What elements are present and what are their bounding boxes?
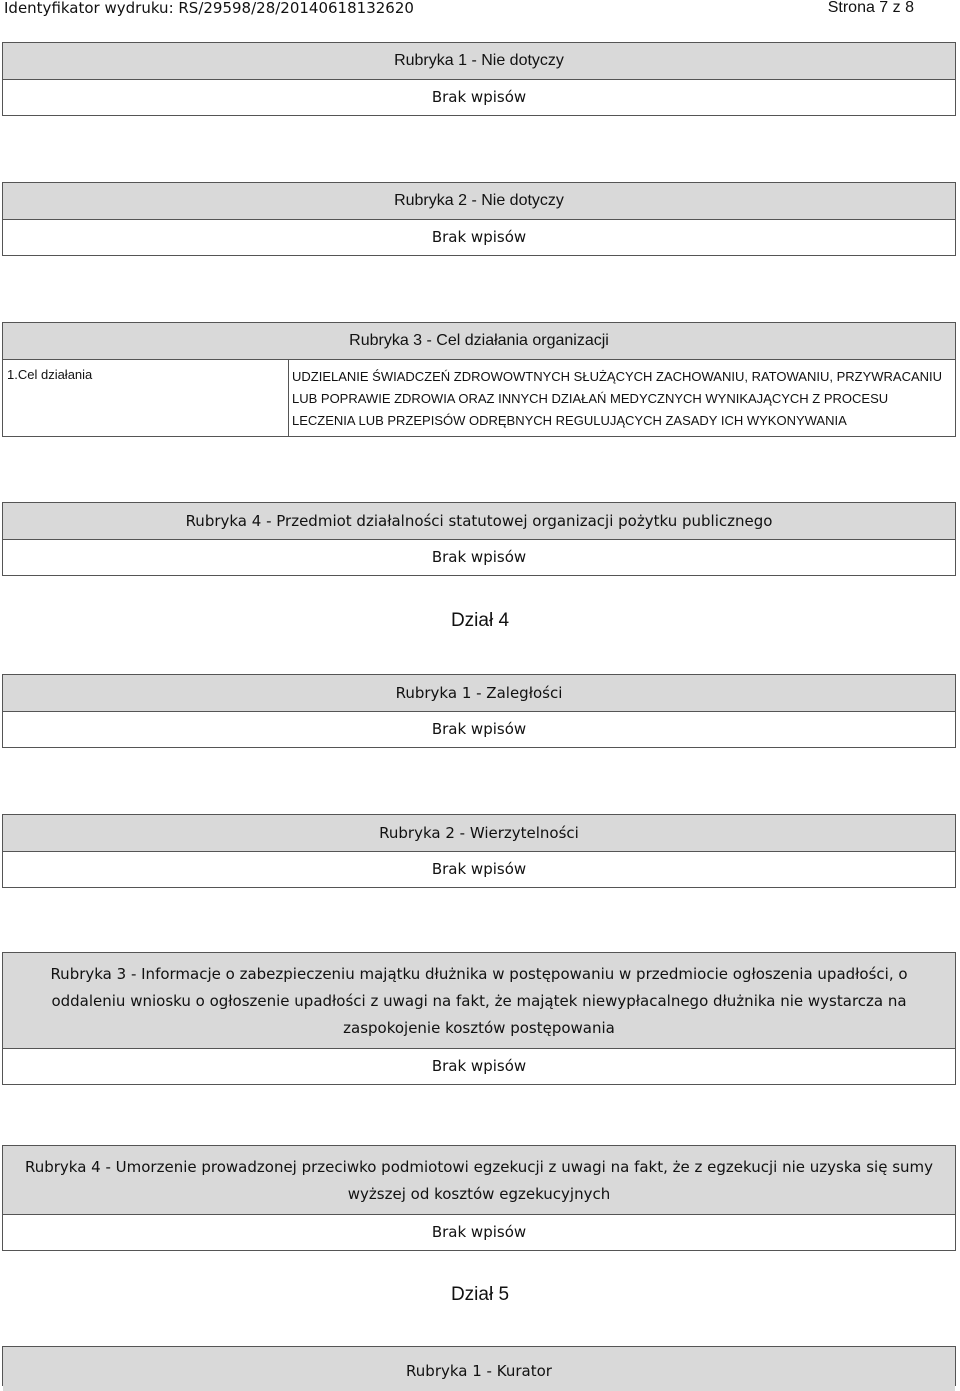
dzial-4-rubryka-1-value: Brak wpisów [431, 720, 527, 738]
dzial-4-rubryka-4-title: Rubryka 4 - Umorzenie prowadzonej przeciwko podmiotowi egzekucji z uwagi na fakt, że z egzekucji nie uzyska się sumy wyższej od kosztów egzekucyjnych [3, 1146, 955, 1215]
dzial-4-rubryka-3-title: Rubryka 3 - Informacje o zabezpieczeniu majątku dłużnika w postępowaniu w przedmiocie ogłoszenia upadłości, o oddaleniu wniosku o ogłoszenie upadłości z uwagi na fakt, że majątek niewypłacalnego dłużnika nie wystarcza na zaspokojenie kosztów postępowania [3, 953, 955, 1049]
dzial-4-rubryka-2-box [2, 814, 956, 888]
rubryka-2-box [2, 182, 956, 256]
rubryka-4-value: Brak wpisów [431, 548, 527, 566]
dzial-4-rubryka-4-value: Brak wpisów [431, 1223, 527, 1241]
page-number: Strona 7 z 8 [827, 0, 914, 16]
dzial-4-rubryka-2-value: Brak wpisów [431, 860, 527, 878]
cel-dzialania-row [3, 360, 955, 436]
dzial-4-rubryka-3-value: Brak wpisów [431, 1057, 527, 1075]
print-identifier: Identyfikator wydruku: RS/29598/28/20140618132620 [4, 0, 414, 17]
dzial-5-rubryka-1-box [2, 1346, 956, 1386]
rubryka-1-box [2, 42, 956, 116]
dzial-4-rubryka-3-box [2, 952, 956, 1085]
cel-dzialania-value: UDZIELANIE ŚWIADCZEŃ ZDROWOWTNYCH SŁUŻĄCYCH ZACHOWANIU, RATOWANIU, PRZYWRACANIU LUB POPRAWIE ZDROWIA ORAZ INNYCH DZIAŁAŃ MEDYCZNYCH WYNIKAJĄCYCH Z PROCESU LECZENIA LUB PRZEPISÓW ODRĘBNYCH REGULUJĄCYCH ZASADY ICH WYKONYWANIA [292, 369, 943, 428]
rubryka-1-value: Brak wpisów [431, 88, 527, 106]
rubryka-2-title: Rubryka 2 - Nie dotyczy [3, 183, 955, 220]
dzial-4-rubryka-4-box [2, 1145, 956, 1251]
dzial-4-rubryka-1-title: Rubryka 1 - Zaległości [3, 675, 955, 712]
rubryka-3-box [2, 322, 956, 437]
cel-dzialania-label: 1.Cel działania [3, 360, 289, 436]
rubryka-4-box [2, 502, 956, 576]
dzial-5-title: Dział 5 [450, 1284, 510, 1305]
dzial-4-title: Dział 4 [450, 610, 510, 631]
rubryka-4-title: Rubryka 4 - Przedmiot działalności statutowej organizacji pożytku publicznego [3, 503, 955, 540]
rubryka-1-title: Rubryka 1 - Nie dotyczy [3, 43, 955, 80]
dzial-4-rubryka-1-box [2, 674, 956, 748]
rubryka-2-value: Brak wpisów [431, 228, 527, 246]
rubryka-3-title: Rubryka 3 - Cel działania organizacji [3, 323, 955, 360]
dzial-4-rubryka-2-title: Rubryka 2 - Wierzytelności [3, 815, 955, 852]
dzial-5-rubryka-1-title: Rubryka 1 - Kurator [3, 1347, 955, 1391]
